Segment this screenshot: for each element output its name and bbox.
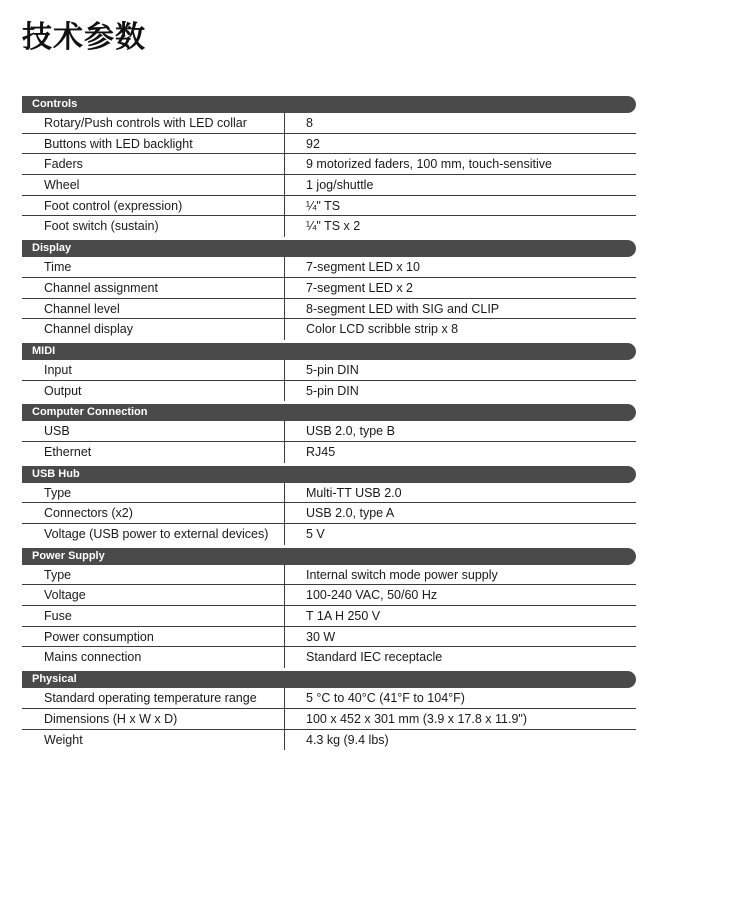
table-row	[22, 524, 636, 545]
section-header: USB Hub	[22, 466, 636, 483]
spec-label: USB	[22, 421, 285, 441]
table-row	[22, 647, 636, 668]
section-rows	[22, 483, 636, 545]
table-row	[22, 360, 636, 381]
spec-value: Multi-TT USB 2.0	[306, 485, 402, 500]
spec-value: 1 jog/shuttle	[306, 178, 374, 193]
spec-label: Dimensions (H x W x D)	[22, 709, 285, 729]
spec-label: Foot control (expression)	[22, 196, 285, 216]
spec-value: 4.3 kg (9.4 lbs)	[306, 732, 389, 747]
spec-value: 8-segment LED with SIG and CLIP	[306, 301, 500, 316]
section-header: Computer Connection	[22, 404, 636, 421]
spec-table	[22, 96, 636, 750]
spec-label: Standard operating temperature range	[22, 688, 285, 708]
spec-label: Connectors (x2)	[22, 503, 285, 523]
table-row	[22, 196, 636, 217]
table-row	[22, 688, 636, 709]
section-header: MIDI	[22, 343, 636, 360]
spec-label: Type	[22, 483, 285, 503]
spec-value: Standard IEC receptacle	[306, 650, 443, 665]
table-row	[22, 113, 636, 134]
table-row	[22, 299, 636, 320]
table-row	[22, 421, 636, 442]
section-rows	[22, 113, 636, 237]
spec-label: Mains connection	[22, 647, 285, 668]
spec-label: Input	[22, 360, 285, 380]
table-row	[22, 134, 636, 155]
spec-label: Channel level	[22, 299, 285, 319]
spec-value: 7-segment LED x 10	[306, 260, 420, 275]
section-header: Physical	[22, 671, 636, 688]
spec-value: 8	[306, 116, 313, 130]
spec-value: ¼" TS	[306, 198, 341, 213]
spec-label: Faders	[22, 154, 285, 174]
spec-label: Ethernet	[22, 442, 285, 463]
spec-value: 5 V	[306, 527, 325, 541]
spec-value: 30 W	[306, 629, 336, 644]
spec-label: Power consumption	[22, 627, 285, 647]
table-row	[22, 627, 636, 648]
table-row	[22, 503, 636, 524]
spec-value: 9 motorized faders, 100 mm, touch-sensitive	[306, 157, 552, 172]
spec-label: Fuse	[22, 606, 285, 626]
section-rows	[22, 565, 636, 668]
section-rows	[22, 688, 636, 750]
spec-label: Channel assignment	[22, 278, 285, 298]
spec-value: USB 2.0, type B	[306, 424, 395, 439]
spec-value: 100 x 452 x 301 mm (3.9 x 17.8 x 11.9")	[306, 711, 527, 726]
section-rows	[22, 257, 636, 340]
spec-label: Weight	[22, 730, 285, 751]
table-row	[22, 606, 636, 627]
section-rows	[22, 421, 636, 462]
spec-value: USB 2.0, type A	[306, 506, 395, 521]
spec-label: Output	[22, 381, 285, 402]
spec-value: 5-pin DIN	[306, 383, 359, 398]
spec-label: Foot switch (sustain)	[22, 216, 285, 237]
spec-label: Voltage (USB power to external devices)	[22, 524, 285, 545]
spec-value: 92	[306, 136, 320, 151]
spec-value: 100-240 VAC, 50/60 Hz	[306, 588, 438, 603]
spec-value: RJ45	[306, 444, 336, 459]
table-row	[22, 442, 636, 463]
section-header: Display	[22, 240, 636, 257]
table-row	[22, 585, 636, 606]
spec-label: Channel display	[22, 319, 285, 340]
spec-label: Wheel	[22, 175, 285, 195]
spec-label: Time	[22, 257, 285, 277]
spec-label: Voltage	[22, 585, 285, 605]
section-header: Power Supply	[22, 548, 636, 565]
table-row	[22, 257, 636, 278]
table-row	[22, 565, 636, 586]
section-header: Controls	[22, 96, 636, 113]
table-row	[22, 483, 636, 504]
table-row	[22, 175, 636, 196]
table-row	[22, 319, 636, 340]
spec-value: 7-segment LED x 2	[306, 280, 413, 295]
page-title: 技术参数	[22, 20, 146, 55]
table-row	[22, 154, 636, 175]
table-row	[22, 216, 636, 237]
spec-label: Rotary/Push controls with LED collar	[22, 113, 285, 133]
spec-value: Internal switch mode power supply	[306, 567, 498, 582]
table-row	[22, 730, 636, 751]
spec-value: 5-pin DIN	[306, 362, 359, 377]
spec-value: ¼" TS x 2	[306, 219, 361, 234]
spec-value: 5 °C to 40°C (41°F to 104°F)	[306, 691, 465, 706]
table-row	[22, 278, 636, 299]
section-rows	[22, 360, 636, 401]
spec-value: Color LCD scribble strip x 8	[306, 322, 459, 337]
spec-value: T 1A H 250 V	[306, 609, 381, 624]
table-row	[22, 381, 636, 402]
table-row	[22, 709, 636, 730]
spec-label: Type	[22, 565, 285, 585]
spec-label: Buttons with LED backlight	[22, 134, 285, 154]
